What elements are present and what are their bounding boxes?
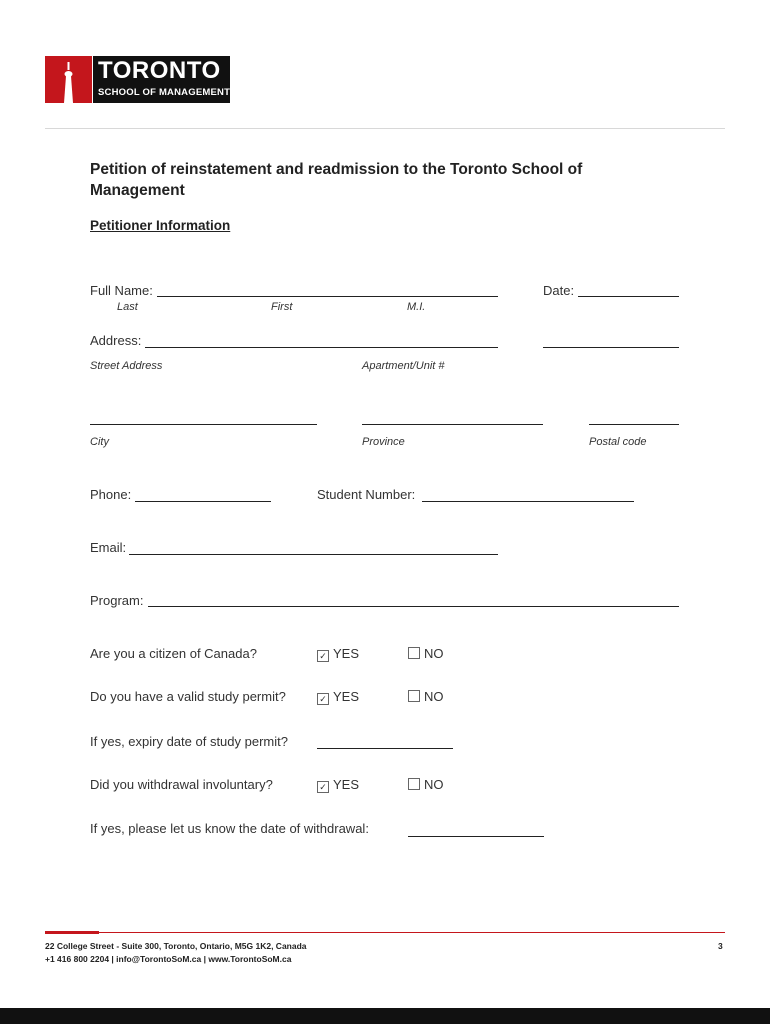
program-field[interactable] <box>148 592 679 607</box>
student-number-label: Student Number: <box>317 487 416 502</box>
date-field[interactable] <box>578 282 679 297</box>
header-divider <box>45 128 725 129</box>
yes-label: YES <box>333 646 360 661</box>
program-label: Program: <box>90 593 144 608</box>
question-withdrawal-date: If yes, please let us know the date of withdrawal: <box>90 821 369 836</box>
checkbox-checked-icon[interactable]: ✓ <box>317 781 329 793</box>
province-field[interactable] <box>362 410 543 425</box>
email-label: Email: <box>90 540 127 555</box>
logo-title: TORONTO <box>98 57 221 84</box>
checkbox-checked-icon[interactable]: ✓ <box>317 650 329 662</box>
apartment-field[interactable] <box>543 333 679 348</box>
full-name-label: Full Name: <box>90 283 153 298</box>
middle-initial-hint: M.I. <box>407 301 426 313</box>
apartment-hint: Apartment/Unit # <box>362 360 445 372</box>
address-label: Address: <box>90 333 142 348</box>
citizen-no-option[interactable] <box>408 646 444 661</box>
page-number: 3 <box>718 941 723 951</box>
yes-label: YES <box>333 777 360 792</box>
citizen-yes-option[interactable] <box>317 646 359 662</box>
question-study-permit: Do you have a valid study permit? <box>90 689 286 704</box>
checkbox-checked-icon[interactable]: ✓ <box>317 693 329 705</box>
no-label: NO <box>424 777 444 792</box>
question-permit-expiry: If yes, expiry date of study permit? <box>90 734 288 749</box>
checkbox-icon[interactable] <box>408 647 420 659</box>
withdrawal-no-option[interactable] <box>408 777 444 792</box>
no-label: NO <box>424 689 444 704</box>
email-field[interactable] <box>129 540 498 555</box>
question-withdrawal: Did you withdrawal involuntary? <box>90 777 273 792</box>
school-logo <box>45 56 230 103</box>
withdrawal-yes-option[interactable] <box>317 777 359 793</box>
city-hint: City <box>90 436 109 448</box>
city-field[interactable] <box>90 410 317 425</box>
postal-code-hint: Postal code <box>589 436 647 448</box>
footer-contact: +1 416 800 2204 | info@TorontoSoM.ca | www.TorontoSoM.ca <box>45 954 292 964</box>
last-name-hint: Last <box>117 301 138 313</box>
student-number-field[interactable] <box>422 487 634 502</box>
cn-tower-icon <box>45 56 92 103</box>
checkbox-icon[interactable] <box>408 690 420 702</box>
permit-expiry-field[interactable] <box>317 734 453 749</box>
permit-yes-option[interactable] <box>317 689 359 705</box>
phone-field[interactable] <box>135 487 271 502</box>
document-title: Petition of reinstatement and readmission to the Toronto School of Management <box>90 161 583 199</box>
full-name-field[interactable] <box>157 282 498 297</box>
postal-code-field[interactable] <box>589 410 679 425</box>
footer-divider <box>99 932 725 933</box>
footer-accent <box>45 931 99 934</box>
permit-no-option[interactable] <box>408 689 444 704</box>
yes-label: YES <box>333 689 360 704</box>
no-label: NO <box>424 646 444 661</box>
logo-subtitle: SCHOOL OF MANAGEMENT <box>98 87 231 98</box>
section-heading: Petitioner Information <box>90 218 231 233</box>
bottom-bar <box>0 1008 770 1024</box>
checkbox-icon[interactable] <box>408 778 420 790</box>
question-citizen: Are you a citizen of Canada? <box>90 646 257 661</box>
street-address-field[interactable] <box>145 333 498 348</box>
province-hint: Province <box>362 436 405 448</box>
first-name-hint: First <box>271 301 293 313</box>
logo-wordmark <box>93 56 230 103</box>
withdrawal-date-field[interactable] <box>408 822 544 837</box>
footer-address: 22 College Street - Suite 300, Toronto, Ontario, M5G 1K2, Canada <box>45 941 307 951</box>
phone-label: Phone: <box>90 487 132 502</box>
street-address-hint: Street Address <box>90 360 163 372</box>
date-label: Date: <box>543 283 575 298</box>
